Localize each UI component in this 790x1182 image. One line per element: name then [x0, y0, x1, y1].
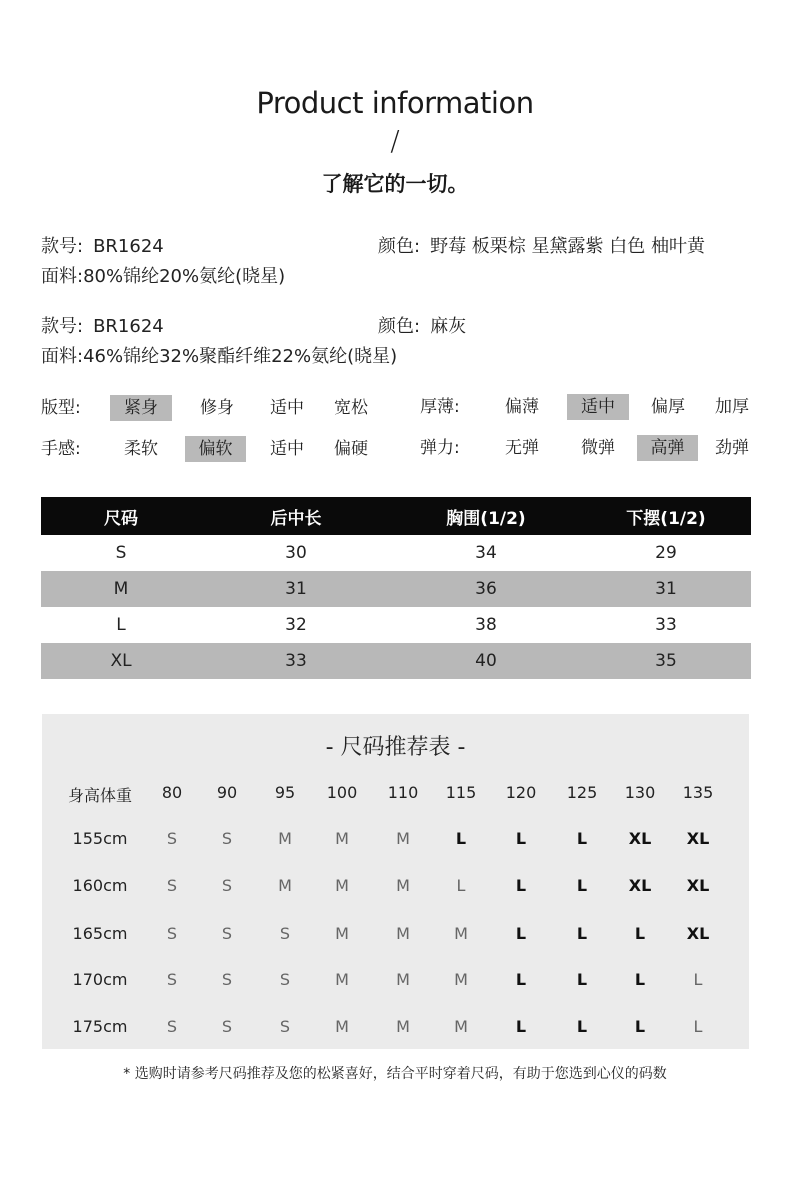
recommended-size-cell: S: [221, 924, 233, 943]
recommended-size-cell: L: [456, 876, 466, 895]
table-cell: 33: [201, 643, 391, 679]
table-cell: 40: [391, 643, 581, 679]
table-cell: 31: [201, 571, 391, 607]
weight-header: 115: [445, 783, 477, 802]
weight-header: 90: [216, 783, 238, 802]
title-slash: /: [390, 124, 400, 157]
recommended-size-cell: L: [634, 924, 646, 943]
page-title-en: Product information: [256, 86, 534, 120]
recommended-size-cell: L: [576, 829, 588, 848]
recommended-size-cell: M: [278, 876, 292, 895]
recommended-size-cell: L: [515, 924, 527, 943]
table-cell: 33: [655, 615, 677, 635]
recommended-size-cell: S: [166, 829, 178, 848]
style-number-1: [41, 232, 164, 258]
feel-label: 手感:: [41, 439, 81, 459]
table-cell: 35: [581, 643, 751, 679]
feel-option-firm: 偏硬: [334, 439, 368, 459]
recommended-size-cell: M: [396, 829, 410, 848]
recommended-size-cell: M: [278, 829, 292, 848]
recommended-size-cell: M: [335, 1017, 349, 1036]
weight-header: 135: [682, 783, 714, 802]
height-label: 170cm: [72, 970, 128, 989]
recommended-size-cell: M: [335, 829, 349, 848]
header-size: 尺码: [41, 497, 201, 535]
recommended-size-cell: L: [576, 924, 588, 943]
fit-option-regular: 适中: [270, 398, 304, 418]
size-recommendation-panel: [42, 714, 749, 1049]
recommended-size-cell: L: [576, 1017, 588, 1036]
fabric-value: 80%锦纶20%氨纶(晓星): [83, 266, 286, 287]
height-label: 165cm: [72, 924, 128, 943]
color-label: 颜色:: [378, 316, 421, 337]
table-row: [41, 535, 751, 571]
weight-header: 110: [387, 783, 419, 802]
recommendation-title: - 尺码推荐表 -: [325, 735, 466, 760]
table-row: [41, 643, 751, 679]
recommendation-corner-label: 身高体重: [67, 786, 132, 805]
thickness-option-extra-thick: 加厚: [715, 397, 749, 417]
elasticity-option-slight: 微弹: [581, 438, 615, 458]
recommended-size-cell: M: [396, 970, 410, 989]
recommended-size-cell: M: [396, 924, 410, 943]
thickness-label: 厚薄:: [420, 397, 460, 417]
colors-1: [378, 232, 705, 258]
elasticity-option-high: 高弹: [637, 435, 698, 461]
recommended-size-cell: L: [576, 876, 588, 895]
color-value: 野莓 板栗棕 星黛露紫 白色 柚叶黄: [430, 236, 705, 257]
fit-option-slim: 修身: [200, 398, 234, 418]
recommended-size-cell: L: [515, 876, 527, 895]
recommended-size-cell: M: [396, 1017, 410, 1036]
recommended-size-cell: S: [221, 1017, 233, 1036]
recommended-size-cell: L: [634, 1017, 646, 1036]
table-cell: S: [115, 543, 127, 563]
recommended-size-cell: L: [455, 829, 467, 848]
table-cell: M: [41, 571, 201, 607]
recommended-size-cell: S: [221, 876, 233, 895]
table-cell: XL: [41, 643, 201, 679]
recommended-size-cell: XL: [686, 876, 710, 895]
recommended-size-cell: L: [515, 1017, 527, 1036]
fit-option-tight: 紧身: [110, 395, 172, 421]
table-row: [41, 607, 751, 643]
fabric-2: [41, 342, 397, 368]
recommended-size-cell: S: [221, 970, 233, 989]
thickness-option-thick: 偏厚: [651, 397, 685, 417]
recommended-size-cell: S: [166, 876, 178, 895]
recommended-size-cell: M: [454, 970, 468, 989]
table-cell: 36: [391, 571, 581, 607]
table-cell: L: [116, 615, 126, 635]
header-chest: 胸围(1/2): [391, 497, 581, 535]
table-cell: 34: [475, 543, 497, 563]
recommended-size-cell: S: [221, 829, 233, 848]
elasticity-option-none: 无弹: [505, 438, 539, 458]
fabric-label: 面料:: [41, 346, 84, 367]
style-number-2: [41, 312, 164, 338]
feel-option-soft: 柔软: [124, 439, 158, 459]
colors-2: [378, 312, 466, 338]
size-table: [41, 497, 751, 679]
recommended-size-cell: XL: [628, 876, 652, 895]
style-value: BR1624: [93, 316, 164, 337]
recommended-size-cell: L: [576, 970, 588, 989]
recommended-size-cell: XL: [686, 829, 710, 848]
thickness-option-medium: 适中: [567, 394, 629, 420]
weight-header: 80: [161, 783, 183, 802]
style-label: 款号:: [41, 316, 84, 337]
recommended-size-cell: L: [693, 970, 703, 989]
weight-header: 120: [505, 783, 537, 802]
elasticity-option-strong: 劲弹: [715, 438, 749, 458]
feel-option-medium: 适中: [270, 439, 304, 459]
recommended-size-cell: M: [335, 876, 349, 895]
weight-header: 125: [566, 783, 598, 802]
recommended-size-cell: L: [693, 1017, 703, 1036]
color-label: 颜色:: [378, 236, 421, 257]
fit-option-loose: 宽松: [334, 398, 368, 418]
table-cell: 32: [285, 615, 307, 635]
fabric-label: 面料:: [41, 266, 84, 287]
recommended-size-cell: M: [335, 924, 349, 943]
recommended-size-cell: XL: [628, 829, 652, 848]
table-row: [41, 571, 751, 607]
table-cell: 29: [655, 543, 677, 563]
table-cell: 31: [581, 571, 751, 607]
header-back-length: 后中长: [201, 497, 391, 535]
feel-option-fairly-soft: 偏软: [185, 436, 246, 462]
height-label: 155cm: [72, 829, 128, 848]
footer-note: * 选购时请参考尺码推荐及您的松紧喜好，结合平时穿着尺码，有助于您选到心仪的码数: [123, 1066, 667, 1082]
recommended-size-cell: M: [396, 876, 410, 895]
recommended-size-cell: S: [279, 1017, 291, 1036]
recommended-size-cell: S: [279, 924, 291, 943]
weight-header: 95: [274, 783, 296, 802]
weight-header: 100: [326, 783, 358, 802]
elasticity-label: 弹力:: [420, 438, 460, 458]
style-value: BR1624: [93, 236, 164, 257]
page-title-zh: 了解它的一切。: [321, 172, 469, 196]
fabric-1: [41, 262, 285, 288]
color-value: 麻灰: [430, 316, 467, 337]
style-label: 款号:: [41, 236, 84, 257]
height-label: 175cm: [72, 1017, 128, 1036]
table-cell: 30: [285, 543, 307, 563]
recommended-size-cell: S: [279, 970, 291, 989]
recommended-size-cell: M: [335, 970, 349, 989]
header-hem: 下摆(1/2): [581, 497, 751, 535]
height-label: 160cm: [72, 876, 128, 895]
recommended-size-cell: M: [454, 924, 468, 943]
fit-label: 版型:: [41, 398, 81, 418]
weight-header: 130: [624, 783, 656, 802]
recommended-size-cell: S: [166, 1017, 178, 1036]
fabric-value: 46%锦纶32%聚酯纤维22%氨纶(晓星): [83, 346, 398, 367]
recommended-size-cell: XL: [686, 924, 710, 943]
table-cell: 38: [475, 615, 497, 635]
recommended-size-cell: L: [515, 829, 527, 848]
recommended-size-cell: L: [515, 970, 527, 989]
recommended-size-cell: S: [166, 924, 178, 943]
recommended-size-cell: S: [166, 970, 178, 989]
recommended-size-cell: M: [454, 1017, 468, 1036]
recommended-size-cell: L: [634, 970, 646, 989]
size-table-header: [41, 497, 751, 535]
thickness-option-thin: 偏薄: [505, 397, 539, 417]
